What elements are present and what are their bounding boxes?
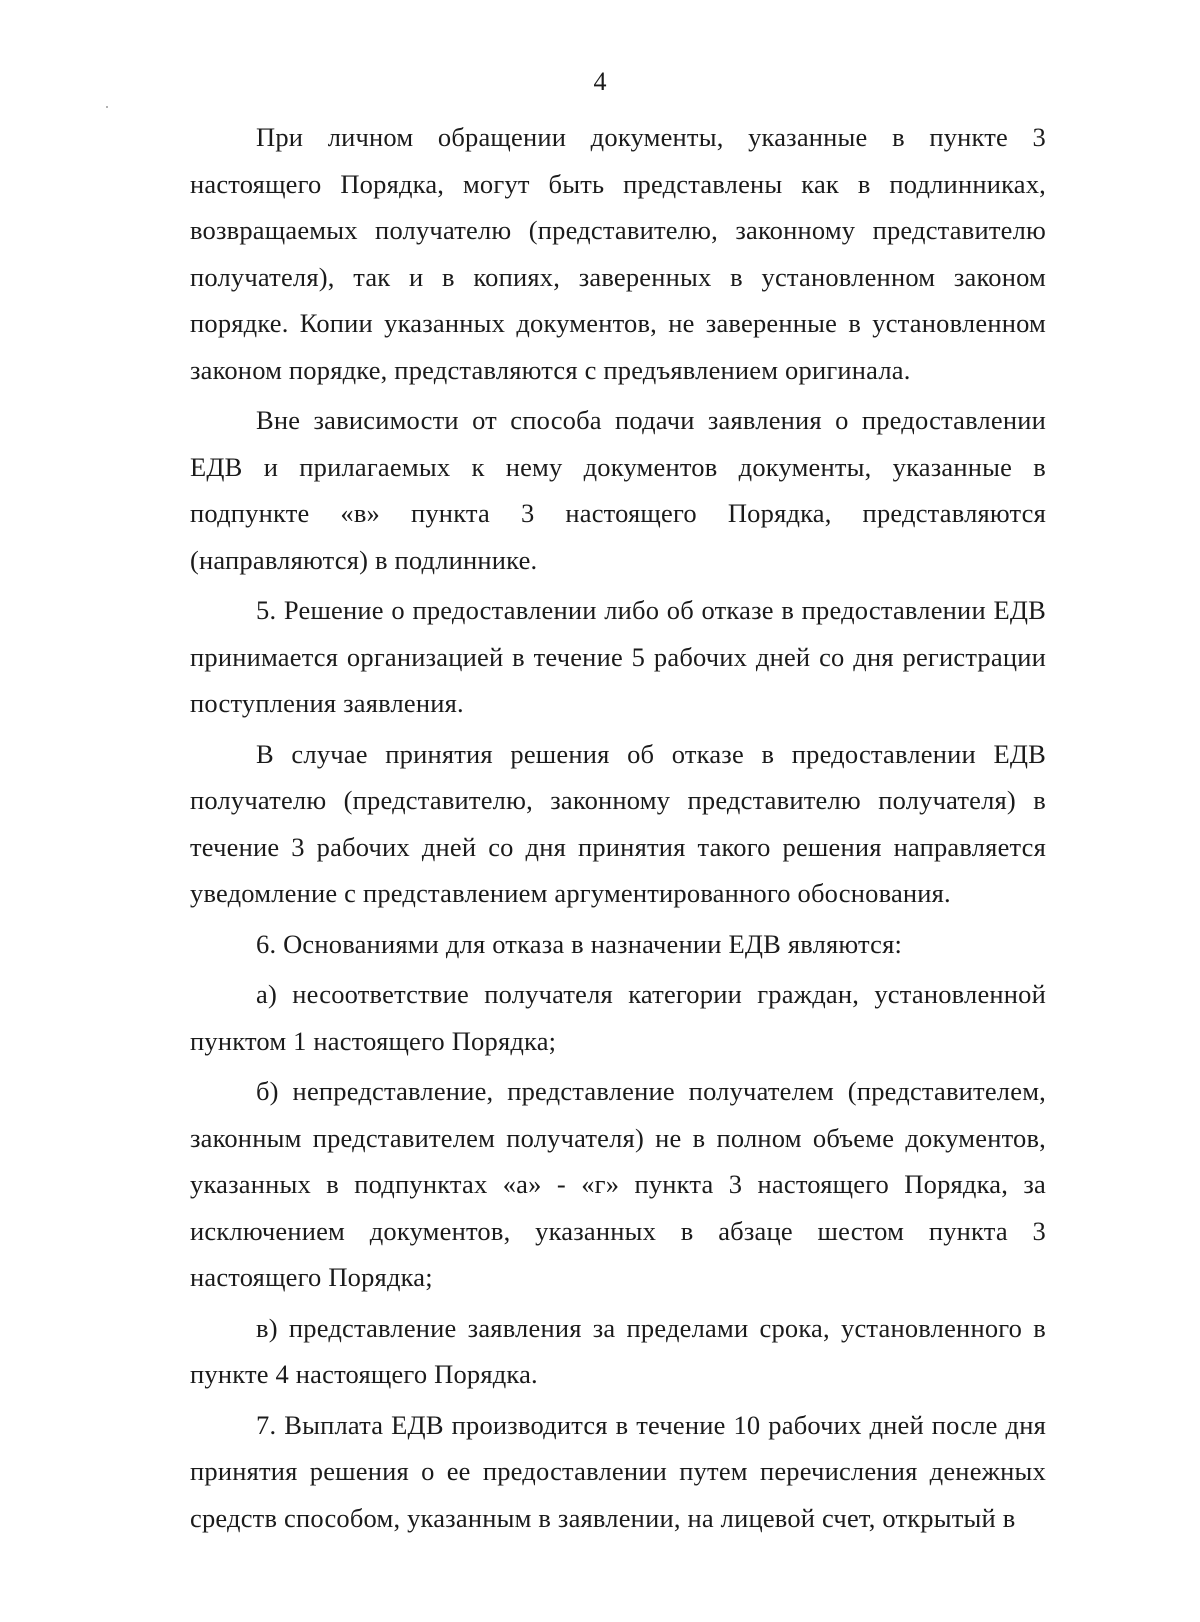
paragraph-personal-submission: При личном обращении документы, указанные в пункте 3 настоящего Порядка, могут быть представлены как в подлинниках, возвращаемых получателю (представителю, законному представителю получателя), так и в копиях, заверенных в установленном законом порядке. Копии указанных документов, не заверенные в установленном законом порядке, представляются с предъявлением оригинала. (190, 122, 1046, 385)
paragraph-refusal-notice: В случае принятия решения об отказе в предоставлении ЕДВ получателю (представителю, законному представителю получателя) в течение 3 рабочих дней со дня принятия такого решения направляется уведомление с представлением аргументированного обоснования. (190, 738, 1046, 908)
page-number: 4 (593, 67, 607, 96)
paragraph-refusal-grounds: 6. Основаниями для отказа в назначении ЕДВ являются: (256, 928, 903, 959)
list-item-ground-a: а) несоответствие получателя категории граждан, установленной пунктом 1 настоящего Порядка; (190, 979, 1046, 1056)
paragraph-decision-term: 5. Решение о предоставлении либо об отказе в предоставлении ЕДВ принимается организацией в течение 5 рабочих дней со дня регистрации поступления заявления. (190, 595, 1046, 718)
document-body (190, 114, 1046, 1545)
paragraph-originals-required: Вне зависимости от способа подачи заявления о предоставлении ЕДВ и прилагаемых к нему документов документы, указанные в подпункте «в» пункта 3 настоящего Порядка, представляются (направляются) в подлиннике. (190, 405, 1046, 575)
paragraph-payment-term: 7. Выплата ЕДВ производится в течение 10 рабочих дней после дня принятия решения о ее предоставлении путем перечисления денежных средств способом, указанным в заявлении, на лицевой счет, открытый в (190, 1409, 1046, 1533)
list-item-ground-c: в) представление заявления за пределами срока, установленного в пункте 4 настоящего Порядка. (190, 1312, 1046, 1389)
scan-artifact (106, 106, 108, 108)
list-item-ground-b: б) непредставление, представление получателем (представителем, законным представителем получателя) не в полном объеме документов, указанных в подпунктах «а» - «г» пункта 3 настоящего Порядка, за исключением документов, указанных в абзаце шестом пункта 3 настоящего Порядка; (190, 1076, 1046, 1292)
